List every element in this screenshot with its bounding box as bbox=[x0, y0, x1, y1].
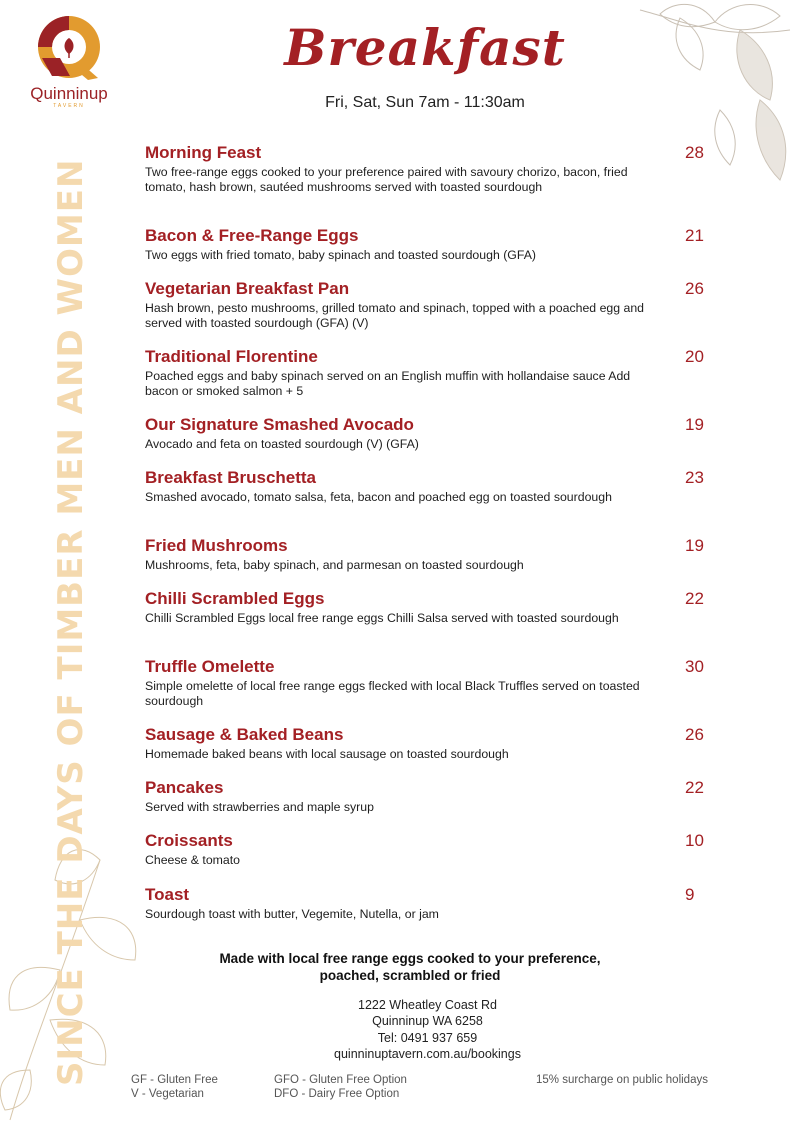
legend-gfo: GFO - Gluten Free Option bbox=[274, 1074, 407, 1086]
legend-gf: GF - Gluten Free bbox=[131, 1074, 218, 1086]
menu-item-description: Mushrooms, feta, baby spinach, and parmesan on toasted sourdough bbox=[145, 558, 524, 572]
menu-item-description: Served with strawberries and maple syrup bbox=[145, 800, 374, 814]
menu-item-price: 21 bbox=[685, 226, 704, 245]
menu-item-description: Simple omelette of local free range eggs flecked with local Black Truffles served on toasted sourdough bbox=[145, 679, 640, 708]
menu-item-name: Bacon & Free-Range Eggs bbox=[145, 226, 359, 245]
menu-item-price: 10 bbox=[685, 831, 704, 850]
address-street: 1222 Wheatley Coast Rd bbox=[358, 998, 497, 1012]
logo-name: Quinninup bbox=[30, 84, 108, 103]
menu-item-description: Hash brown, pesto mushrooms, grilled tomato and spinach, topped with a poached egg and served with toasted sourdough (GFA) (V) bbox=[145, 301, 645, 330]
menu-item-description: Sourdough toast with butter, Vegemite, Nutella, or jam bbox=[145, 907, 439, 921]
menu-item-name: Traditional Florentine bbox=[145, 347, 318, 366]
menu-item-name: Vegetarian Breakfast Pan bbox=[145, 279, 350, 298]
menu-item-name: Breakfast Bruschetta bbox=[145, 468, 317, 487]
menu-item-description: Homemade baked beans with local sausage on toasted sourdough bbox=[145, 747, 509, 761]
address-town: Quinninup WA 6258 bbox=[372, 1014, 483, 1029]
menu-item-price: 20 bbox=[685, 347, 704, 366]
legend-dfo: DFO - Dairy Free Option bbox=[274, 1087, 400, 1100]
menu-item-description: Two eggs with fried tomato, baby spinach and toasted sourdough (GFA) bbox=[145, 248, 536, 262]
logo-tagline: TAVERN bbox=[53, 103, 85, 109]
legend-col-1 bbox=[131, 1074, 218, 1101]
surcharge-note: 15% surcharge on public holidays bbox=[536, 1074, 708, 1086]
menu-item-name: Croissants bbox=[145, 831, 233, 850]
legend-col-2 bbox=[274, 1074, 407, 1101]
menu-item-description: Two free-range eggs cooked to your preference paired with savoury chorizo, bacon, fried tomato, hash brown, sautéed mushrooms served with toasted sourdough bbox=[145, 165, 628, 194]
menu-item-name: Morning Feast bbox=[145, 143, 262, 162]
menu-item-name: Fried Mushrooms bbox=[145, 536, 288, 555]
menu-item-price: 19 bbox=[685, 536, 704, 555]
slogan: SINCE THE DAYS OF TIMBER MEN AND WOMEN bbox=[51, 158, 91, 1086]
logo bbox=[14, 14, 124, 118]
menu-item-name: Truffle Omelette bbox=[145, 657, 275, 676]
menu-item-price: 9 bbox=[685, 885, 695, 904]
menu-item-price: 22 bbox=[685, 778, 704, 797]
preparation-note-line2: poached, scrambled or fried bbox=[319, 968, 501, 983]
menu-item-price: 28 bbox=[685, 143, 704, 162]
menu-item-price: 26 bbox=[685, 725, 704, 744]
menu-item-name: Our Signature Smashed Avocado bbox=[145, 415, 414, 434]
preparation-note-line1: Made with local free range eggs cooked to your preference, bbox=[219, 951, 601, 966]
menu-item-description: Smashed avocado, tomato salsa, feta, bacon and poached egg on toasted sourdough bbox=[145, 490, 612, 504]
menu-item-name: Toast bbox=[145, 885, 190, 904]
address-phone: Tel: 0491 937 659 bbox=[377, 1030, 478, 1045]
legend-v: V - Vegetarian bbox=[131, 1087, 204, 1100]
menu-item-description: Cheese & tomato bbox=[145, 853, 241, 867]
opening-hours: Fri, Sat, Sun 7am - 11:30am bbox=[325, 94, 525, 111]
preparation-note bbox=[145, 950, 675, 984]
menu-item-name: Pancakes bbox=[145, 778, 224, 797]
menu-item-name: Chilli Scrambled Eggs bbox=[145, 589, 325, 608]
menu-item-description: Poached eggs and baby spinach served on an English muffin with hollandaise sauce Add bacon or smoked salmon + 5 bbox=[145, 369, 631, 398]
legend-col-3 bbox=[536, 1074, 708, 1088]
menu-item-description: Chilli Scrambled Eggs local free range eggs Chilli Salsa served with toasted sourdough bbox=[145, 611, 619, 625]
menu-item-name: Sausage & Baked Beans bbox=[145, 725, 344, 744]
menu-item-description: Avocado and feta on toasted sourdough (V) (GFA) bbox=[145, 437, 419, 451]
menu-item-price: 30 bbox=[685, 657, 704, 676]
logo-mark-icon bbox=[32, 14, 106, 82]
menu-item-price: 19 bbox=[685, 415, 704, 434]
page-title: Breakfast bbox=[284, 18, 566, 77]
menu-item-price: 22 bbox=[685, 589, 704, 608]
address-block bbox=[270, 997, 585, 1062]
address-website: quinninuptavern.com.au/bookings bbox=[334, 1046, 521, 1061]
menu-item-price: 26 bbox=[685, 279, 704, 298]
menu-item-price: 23 bbox=[685, 468, 704, 487]
